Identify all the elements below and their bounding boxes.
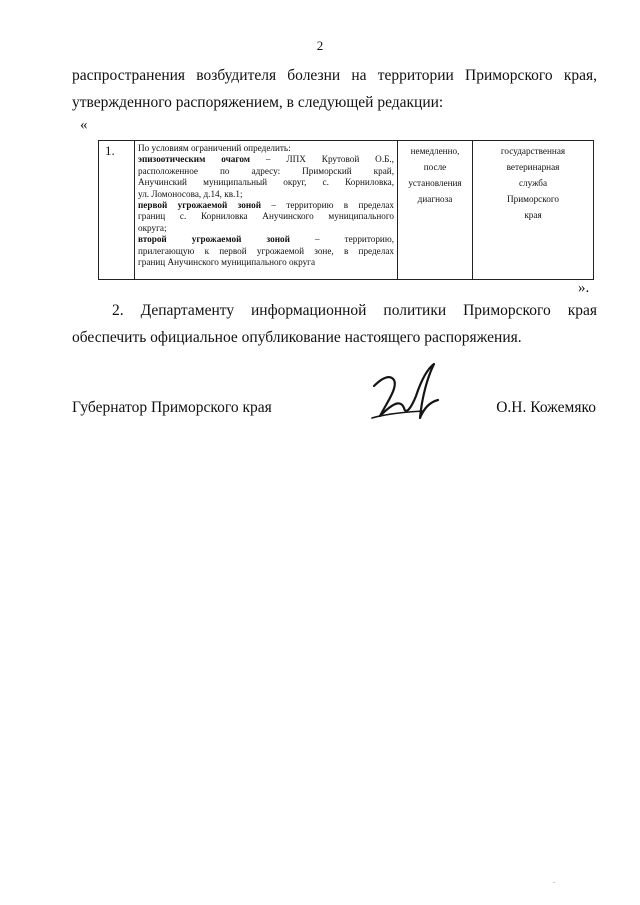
timing-line-2: после bbox=[423, 162, 447, 172]
desc-p2-rest: – территорию в пределах bbox=[261, 200, 394, 211]
desc-p1-line1 bbox=[138, 154, 394, 165]
responsible-line-5: края bbox=[524, 210, 542, 220]
responsible-line-1: государственная bbox=[500, 146, 566, 156]
desc-p1-rest: – ЛПХ Крутовой О.Б., bbox=[250, 154, 394, 165]
footer-mark: . bbox=[553, 876, 555, 885]
row-number-cell: 1. bbox=[99, 141, 135, 280]
desc-p2-line2: границ с. Корниловка Анучинского муниципального bbox=[138, 211, 394, 222]
row-responsible-cell bbox=[473, 141, 594, 280]
desc-p3-line2: прилегающую к первой угрожаемой зоне, в пределах bbox=[138, 245, 394, 256]
quote-close: ». bbox=[578, 280, 590, 296]
page-number: 2 bbox=[316, 38, 324, 53]
desc-p1-line3: Анучинский муниципальный округ, с. Корниловка, bbox=[138, 177, 394, 188]
term-first-threat-zone: первой угрожаемой зоной bbox=[138, 200, 262, 211]
timing-line-1: немедленно, bbox=[410, 146, 460, 156]
responsible-line-4: Приморского bbox=[507, 194, 559, 204]
desc-p3-line1 bbox=[138, 234, 394, 245]
intro-line-1: распространения возбудителя болезни на территории Приморского края, bbox=[72, 67, 597, 84]
signatory-name: О.Н. Кожемяко bbox=[496, 399, 596, 416]
row-timing-cell bbox=[398, 141, 473, 280]
table-row bbox=[99, 141, 594, 280]
desc-p3-rest: – территорию, bbox=[289, 234, 394, 245]
intro-paragraph bbox=[72, 62, 597, 116]
item-2-paragraph bbox=[72, 297, 597, 351]
responsible-line-3: служба bbox=[518, 178, 548, 188]
intro-line-2: утвержденного распоряжением, в следующей редакции: bbox=[72, 94, 444, 111]
desc-p1-line4: ул. Ломоносова, д.14, кв.1; bbox=[138, 188, 243, 199]
signatory-title: Губернатор Приморского края bbox=[72, 399, 272, 416]
amendment-table bbox=[98, 140, 594, 280]
timing-line-4: диагноза bbox=[417, 194, 453, 204]
desc-p1-line2: расположенное по адресу: Приморский край, bbox=[138, 165, 394, 176]
desc-p2-line1 bbox=[138, 200, 394, 211]
desc-p3-line3: границ Анучинского муниципального округа bbox=[138, 257, 316, 268]
responsible-line-2: ветеринарная bbox=[506, 162, 560, 172]
quote-open: « bbox=[80, 117, 88, 133]
desc-p2-line3: округа; bbox=[138, 222, 167, 233]
timing-line-3: установления bbox=[408, 178, 462, 188]
term-second-threat-zone: второй угрожаемой зоной bbox=[138, 234, 290, 245]
row-description-cell bbox=[135, 141, 398, 280]
desc-heading: По условиям ограничений определить: bbox=[138, 143, 291, 153]
handwritten-signature bbox=[364, 360, 444, 430]
item-2-line-2: обеспечить официальное опубликование настоящего распоряжения. bbox=[72, 329, 522, 346]
item-2-line-1: 2. Департаменту информационной политики Приморского края bbox=[112, 302, 597, 319]
term-epizootic-focus: эпизоотическим очагом bbox=[138, 154, 251, 165]
